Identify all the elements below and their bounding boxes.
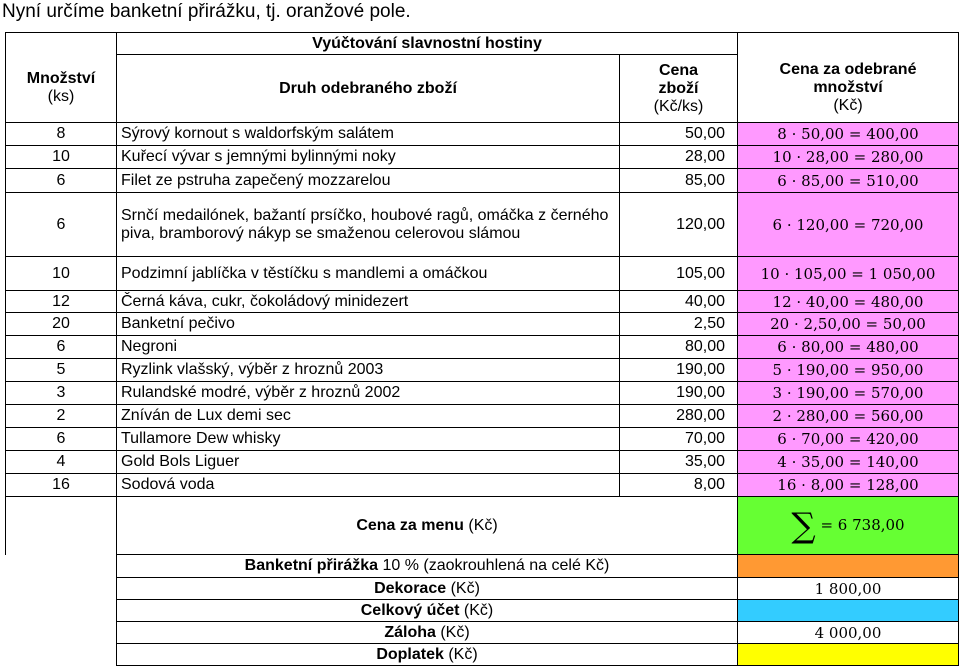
table-row xyxy=(6,405,959,428)
row-total-calc: 6 · 70,00 = 420,00 xyxy=(738,428,959,451)
menu-total-value: = 6 738,00 xyxy=(820,515,905,534)
row-quantity: 5 xyxy=(6,359,117,382)
row-quantity: 16 xyxy=(6,474,117,497)
row-price: 40,00 xyxy=(620,291,738,313)
summary-label: Doplatek (Kč) xyxy=(117,644,738,666)
row-item: Černá káva, cukr, čokoládový minidezert xyxy=(117,291,620,313)
summary-value: 4 000,00 xyxy=(738,622,959,644)
row-price: 35,00 xyxy=(620,451,738,474)
row-total-calc: 3 · 190,00 = 570,00 xyxy=(738,382,959,405)
table-row xyxy=(6,428,959,451)
row-total-calc: 10 · 28,00 = 280,00 xyxy=(738,146,959,169)
row-quantity: 6 xyxy=(6,169,117,193)
row-quantity: 3 xyxy=(6,382,117,405)
header-row xyxy=(6,55,959,123)
summary-value: 1 800,00 xyxy=(738,578,959,600)
row-total-calc: 16 · 8,00 = 128,00 xyxy=(738,474,959,497)
row-item: Podzimní jablíčka v těstíčku s mandlemi a omáčkou xyxy=(117,257,620,291)
summary-row xyxy=(6,644,959,666)
row-price: 105,00 xyxy=(620,257,738,291)
row-quantity: 6 xyxy=(6,336,117,359)
row-item: Gold Bols Liguer xyxy=(117,451,620,474)
sum-icon: ∑ xyxy=(791,505,816,546)
row-quantity: 10 xyxy=(6,257,117,291)
row-item: Sýrový kornout s waldorfským salátem xyxy=(117,123,620,146)
row-item: Negroni xyxy=(117,336,620,359)
row-quantity: 6 xyxy=(6,193,117,257)
summary-value xyxy=(738,600,959,622)
row-item: Srnčí medailónek, bažantí prsíčko, houbové ragů, omáčka z černého piva, bramborový nákyp se smaženou celerovou slámou xyxy=(117,193,620,257)
row-price: 8,00 xyxy=(620,474,738,497)
summary-label: Dekorace (Kč) xyxy=(117,578,738,600)
row-item: Sodová voda xyxy=(117,474,620,497)
table-row xyxy=(6,291,959,313)
row-total-calc: 2 · 280,00 = 560,00 xyxy=(738,405,959,428)
summary-label: Celkový účet (Kč) xyxy=(117,600,738,622)
table-row xyxy=(6,382,959,405)
summary-row xyxy=(6,622,959,644)
row-item: Zníván de Lux demi sec xyxy=(117,405,620,428)
table-row xyxy=(6,359,959,382)
table-row xyxy=(6,146,959,169)
header-item: Druh odebraného zboží xyxy=(117,55,620,123)
row-quantity: 8 xyxy=(6,123,117,146)
row-total-calc: 12 · 40,00 = 480,00 xyxy=(738,291,959,313)
table-row xyxy=(6,451,959,474)
row-total-calc: 6 · 80,00 = 480,00 xyxy=(738,336,959,359)
caption-row xyxy=(6,33,959,55)
item-rows xyxy=(6,123,959,497)
summary-value xyxy=(738,644,959,666)
row-quantity: 12 xyxy=(6,291,117,313)
billing-table xyxy=(5,32,959,666)
row-item: Banketní pečivo xyxy=(117,313,620,336)
row-total-calc: 4 · 35,00 = 140,00 xyxy=(738,451,959,474)
row-total-calc: 5 · 190,00 = 950,00 xyxy=(738,359,959,382)
row-quantity: 20 xyxy=(6,313,117,336)
summary-rows xyxy=(6,555,959,666)
table-row xyxy=(6,169,959,193)
summary-value xyxy=(738,555,959,578)
row-total-calc: 6 · 120,00 = 720,00 xyxy=(738,193,959,257)
row-price: 85,00 xyxy=(620,169,738,193)
header-price: Cena zboží (Kč/ks) xyxy=(620,55,738,123)
row-item: Filet ze pstruha zapečený mozzarelou xyxy=(117,169,620,193)
row-total-calc: 10 · 105,00 = 1 050,00 xyxy=(738,257,959,291)
table-caption: Vyúčtování slavnostní hostiny xyxy=(117,33,738,55)
table-row xyxy=(6,193,959,257)
menu-row xyxy=(6,497,959,555)
summary-row xyxy=(6,600,959,622)
menu-label: Cena za menu (Kč) xyxy=(117,497,738,555)
row-price: 28,00 xyxy=(620,146,738,169)
header-total: Cena za odebrané množství (Kč) xyxy=(738,55,959,123)
row-item: Tullamore Dew whisky xyxy=(117,428,620,451)
summary-row xyxy=(6,578,959,600)
menu-total xyxy=(738,497,959,555)
table-row xyxy=(6,336,959,359)
row-total-calc: 8 · 50,00 = 400,00 xyxy=(738,123,959,146)
row-quantity: 6 xyxy=(6,428,117,451)
row-price: 70,00 xyxy=(620,428,738,451)
summary-label: Banketní přirážka 10 % (zaokrouhlená na celé Kč) xyxy=(117,555,738,578)
table-row xyxy=(6,313,959,336)
row-price: 120,00 xyxy=(620,193,738,257)
table-row xyxy=(6,123,959,146)
row-quantity: 2 xyxy=(6,405,117,428)
summary-label: Záloha (Kč) xyxy=(117,622,738,644)
row-item: Rulandské modré, výběr z hroznů 2002 xyxy=(117,382,620,405)
row-price: 50,00 xyxy=(620,123,738,146)
header-quantity: Množství (ks) xyxy=(6,55,117,123)
row-price: 2,50 xyxy=(620,313,738,336)
row-price: 190,00 xyxy=(620,359,738,382)
summary-row xyxy=(6,555,959,578)
row-price: 190,00 xyxy=(620,382,738,405)
row-quantity: 4 xyxy=(6,451,117,474)
table-row xyxy=(6,257,959,291)
row-quantity: 10 xyxy=(6,146,117,169)
row-total-calc: 20 · 2,50,00 = 50,00 xyxy=(738,313,959,336)
row-item: Ryzlink vlašský, výběr z hroznů 2003 xyxy=(117,359,620,382)
table-row xyxy=(6,474,959,497)
row-item: Kuřecí vývar s jemnými bylinnými noky xyxy=(117,146,620,169)
row-price: 80,00 xyxy=(620,336,738,359)
intro-text: Nyní určíme banketní přirážku, tj. oranžové pole. xyxy=(2,1,411,22)
row-total-calc: 6 · 85,00 = 510,00 xyxy=(738,169,959,193)
row-price: 280,00 xyxy=(620,405,738,428)
